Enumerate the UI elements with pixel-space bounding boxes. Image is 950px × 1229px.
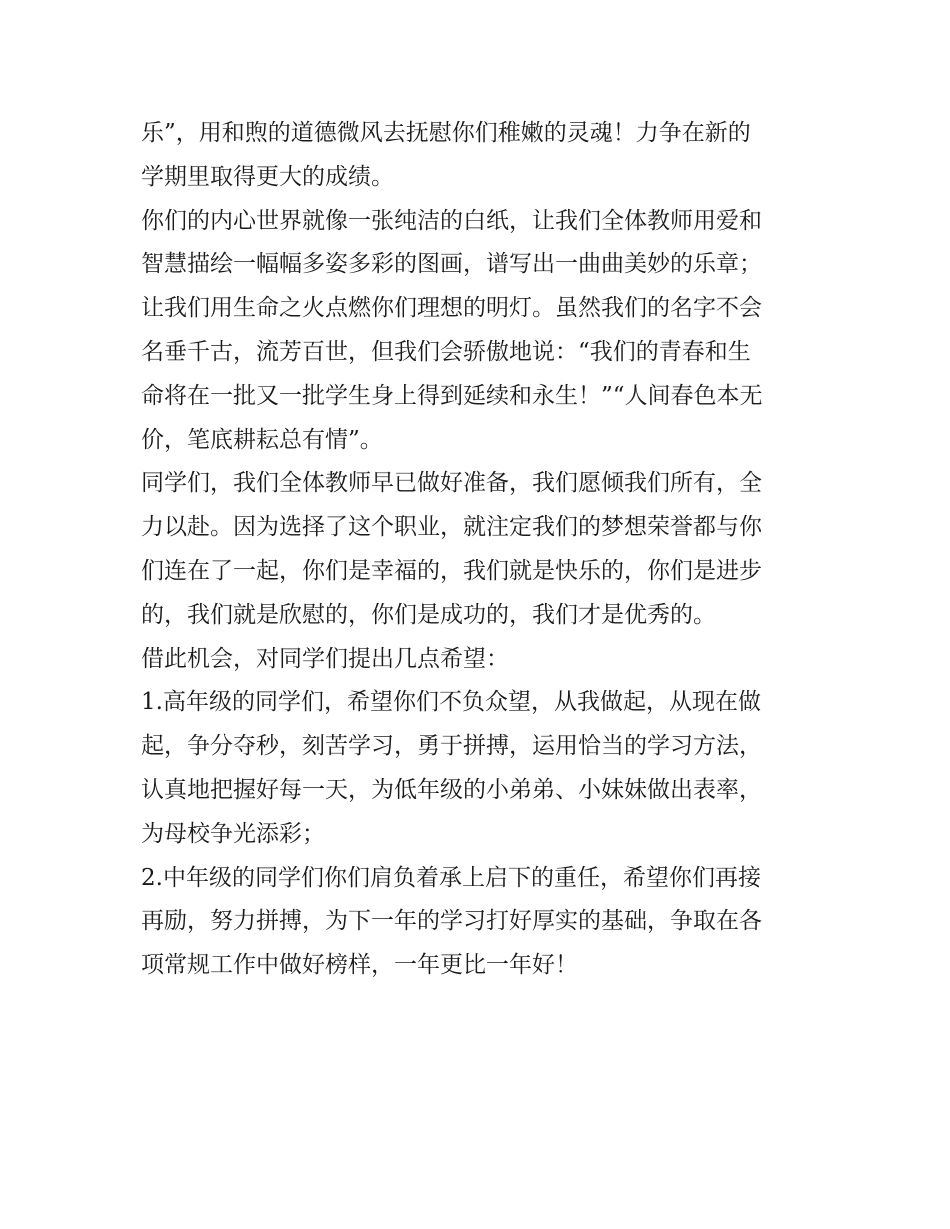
text-line: 同学们，我们全体教师早已做好准备，我们愿倾我们所有，全 [141,470,762,497]
text-line: 学期里取得更大的成绩。 [141,163,394,190]
text-line: 们连在了一起，你们是幸福的，我们就是快乐的，你们是进步 [141,557,762,584]
text-line: 项常规工作中做好榜样，一年更比一年好！ [141,952,578,979]
text-line: 命将在一批又一批学生身上得到延续和永生！”“人间春色本无 [141,382,763,409]
text-line: 1.高年级的同学们，希望你们不负众望，从我做起，从现在做 [141,689,761,716]
text-line: 再励，努力拼搏，为下一年的学习打好厚实的基础，争取在各 [141,908,762,935]
text-line: 智慧描绘一幅幅多姿多彩的图画，谱写出一曲曲美妙的乐章； [141,251,762,278]
text-line: 力以赴。因为选择了这个职业，就注定我们的梦想荣誉都与你 [141,514,762,541]
text-line: 认真地把握好每一天，为低年级的小弟弟、小妹妹做出表率， [141,776,762,803]
text-line: 借此机会，对同学们提出几点希望： [141,645,509,672]
text-line: 起，争分夺秒，刻苦学习，勇于拼搏，运用恰当的学习方法， [141,733,762,760]
text-line: 乐”，用和煦的道德微风去抚慰你们稚嫩的灵魂！力争在新的 [141,120,751,146]
text-line: 2.中年级的同学们你们肩负着承上启下的重任，希望你们再接 [141,864,761,891]
text-line: 名垂千古，流芳百世，但我们会骄傲地说：“我们的青春和生 [141,338,751,365]
text-line: 的，我们就是欣慰的，你们是成功的，我们才是优秀的。 [141,601,716,628]
document-body [141,112,821,988]
text-line: 为母校争光添彩； [141,820,325,847]
text-line: 你们的内心世界就像一张纯洁的白纸，让我们全体教师用爱和 [141,207,762,234]
text-line: 价，笔底耕耘总有情”。 [141,426,383,453]
text-line: 让我们用生命之火点燃你们理想的明灯。虽然我们的名字不会 [141,295,762,322]
